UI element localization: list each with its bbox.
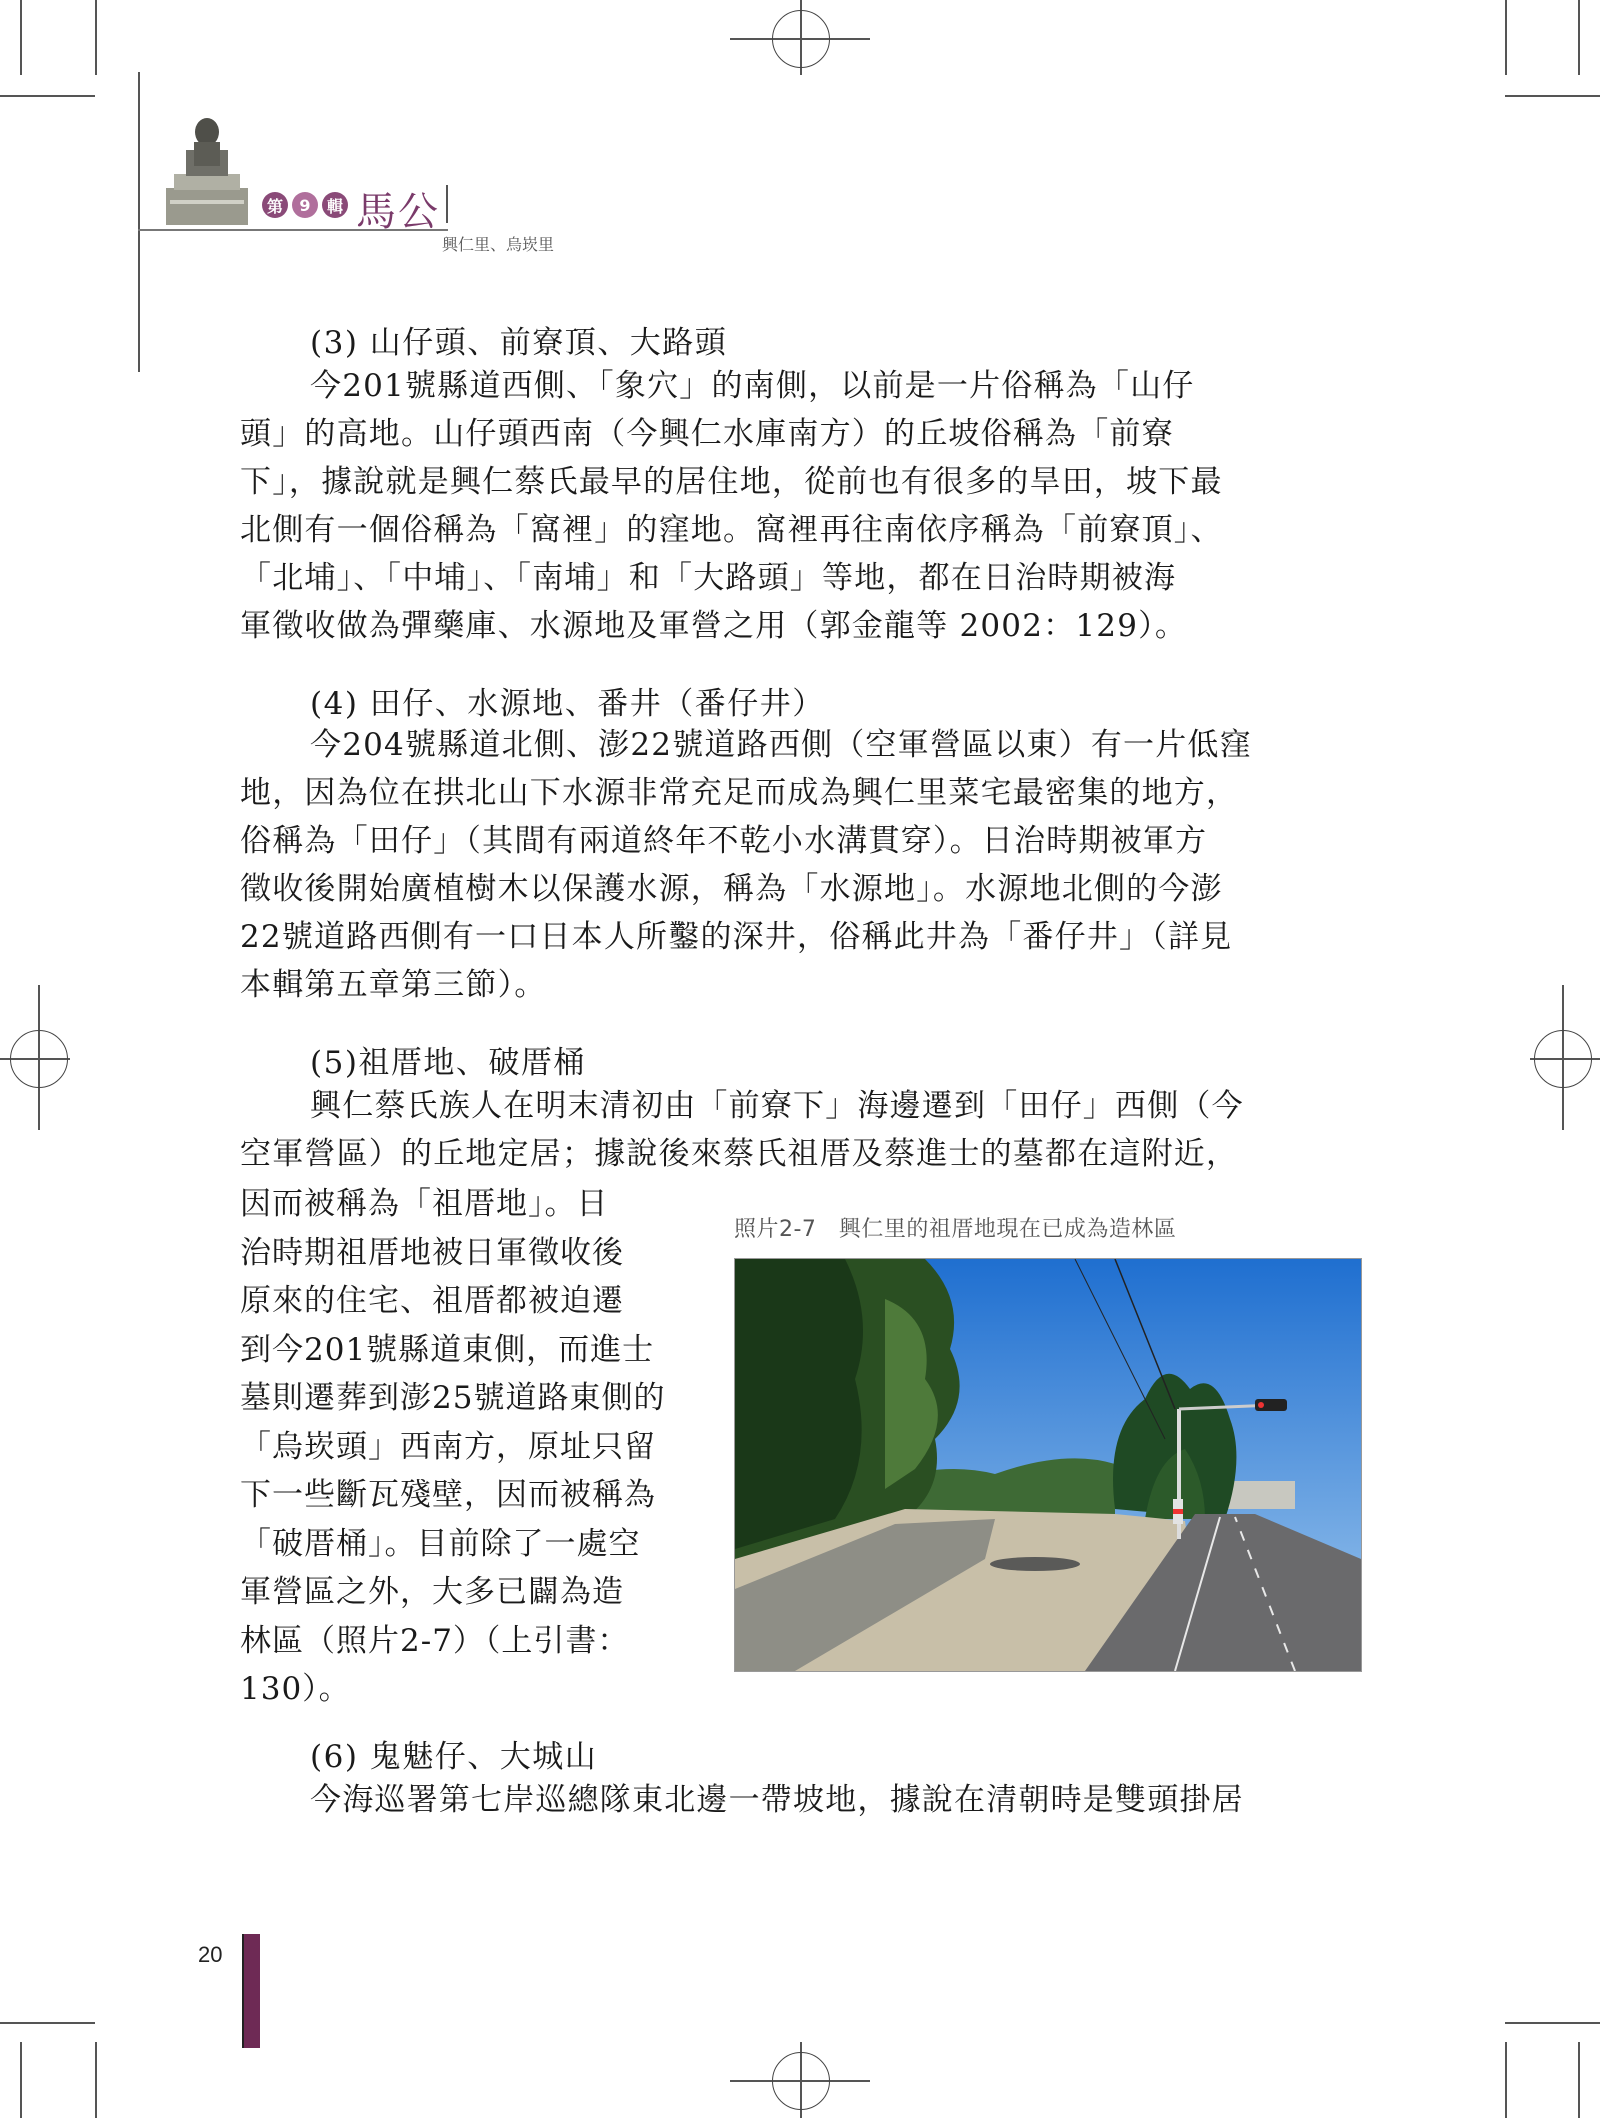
body-line: 治時期祖厝地被日軍徵收後 (240, 1234, 624, 1271)
roadside-photo (734, 1258, 1362, 1672)
crop-mark (1505, 95, 1600, 97)
crop-mark (1505, 2042, 1507, 2118)
series-badge: 輯 (322, 192, 348, 218)
body-line: 今204號縣道北側、澎22號道路西側（空軍營區以東）有一片低窪 (310, 727, 1252, 763)
crop-mark (95, 0, 97, 75)
body-line: 本輯第五章第三節）。 (240, 967, 547, 1003)
chapter-subtitle: 興仁里、烏崁里 (442, 235, 555, 254)
body-line: 今海巡署第七岸巡總隊東北邊一帶坡地，據說在清朝時是雙頭掛居 (310, 1782, 1244, 1818)
body-line: 「破厝桶」。目前除了一處空 (240, 1525, 641, 1562)
registration-circle (772, 10, 830, 68)
body-line: 頭」的高地。山仔頭西南（今興仁水庫南方）的丘坡俗稱為「前寮 (240, 416, 1174, 452)
body-line: 墓則遷葬到澎25號道路東側的 (240, 1380, 666, 1416)
registration-circle (1534, 1030, 1592, 1088)
statue-icon (158, 110, 256, 225)
body-line: 「烏崁頭」西南方，原址只留 (240, 1428, 656, 1465)
body-line: 軍營區之外，大多已闢為造 (240, 1574, 624, 1610)
body-line: 地，因為位在拱北山下水源非常充足而成為興仁里菜宅最密集的地方， (240, 775, 1239, 811)
crop-mark (1505, 0, 1507, 75)
body-line: 因而被稱為「祖厝地」。日 (240, 1186, 609, 1222)
page-accent-bar (242, 1934, 260, 2048)
body-line: 「北埔」、「中埔」、「南埔」和「大路頭」等地，都在日治時期被海 (240, 560, 1177, 596)
crop-mark (20, 2042, 22, 2118)
wrapped-text-column (240, 1180, 710, 1714)
section-heading: (5)祖厝地、破厝桶 (310, 1045, 586, 1081)
body-line: 下一些斷瓦殘壁，因而被稱為 (240, 1477, 656, 1513)
body-line: 軍徵收做為彈藥庫、水源地及軍營之用（郭金龍等 2002：129）。 (240, 608, 1188, 644)
body-line: 今201號縣道西側、「象穴」的南側，以前是一片俗稱為「山仔 (310, 368, 1195, 404)
section-body (240, 721, 1372, 1009)
body-line: 130）。 (240, 1671, 351, 1707)
body-line: 北側有一個俗稱為「窩裡」的窪地。窩裡再往南依序稱為「前寮頂」、 (240, 512, 1223, 548)
body-line: 林區（照片2-7）（上引書： (240, 1622, 630, 1659)
crop-mark (1505, 2022, 1600, 2024)
header-rule-divider (446, 185, 448, 223)
series-badge: 9 (292, 192, 318, 218)
crop-mark (1578, 2042, 1580, 2118)
book-title: 馬公 (356, 189, 440, 235)
body-line: 空軍營區）的丘地定居；據說後來蔡氏祖厝及蔡進士的墓都在這附近， (240, 1136, 1239, 1172)
crop-mark (20, 0, 22, 75)
section-heading: (3) 山仔頭、前寮頂、大路頭 (310, 325, 728, 361)
crop-mark (1578, 0, 1580, 75)
series-badges (262, 192, 348, 218)
section-heading: (6) 鬼魅仔、大城山 (310, 1739, 598, 1775)
section-body (240, 1776, 1372, 1824)
body-line: 下」，據說就是興仁蔡氏最早的居住地，從前也有很多的旱田，坡下最 (240, 464, 1223, 500)
registration-circle (772, 2052, 830, 2110)
crop-mark (0, 2022, 95, 2024)
section-heading: (4) 田仔、水源地、番井（番仔井） (310, 686, 825, 722)
header-rule-vertical (138, 72, 140, 372)
body-line: 興仁蔡氏族人在明末清初由「前寮下」海邊遷到「田仔」西側（今 (310, 1088, 1244, 1124)
crop-mark (95, 2042, 97, 2118)
registration-circle (10, 1030, 68, 1088)
body-line: 到今201號縣道東側，而進士 (240, 1331, 655, 1368)
photo-caption: 照片2-7 興仁里的祖厝地現在已成為造林區 (734, 1217, 1177, 1242)
body-line: 徵收後開始廣植樹木以保護水源，稱為「水源地」。水源地北側的今澎 (240, 871, 1223, 907)
series-badge: 第 (262, 192, 288, 218)
body-line: 原來的住宅、祖厝都被迫遷 (240, 1283, 624, 1319)
body-line: 俗稱為「田仔」（其間有兩道終年不乾小水溝貫穿）。日治時期被軍方 (240, 823, 1208, 859)
body-line: 22號道路西側有一口日本人所鑿的深井，俗稱此井為「番仔井」（詳見 (240, 919, 1233, 955)
section-body (240, 1082, 1372, 1178)
section-body (240, 362, 1372, 650)
crop-mark (0, 95, 95, 97)
page-number: 20 (198, 1942, 223, 1967)
